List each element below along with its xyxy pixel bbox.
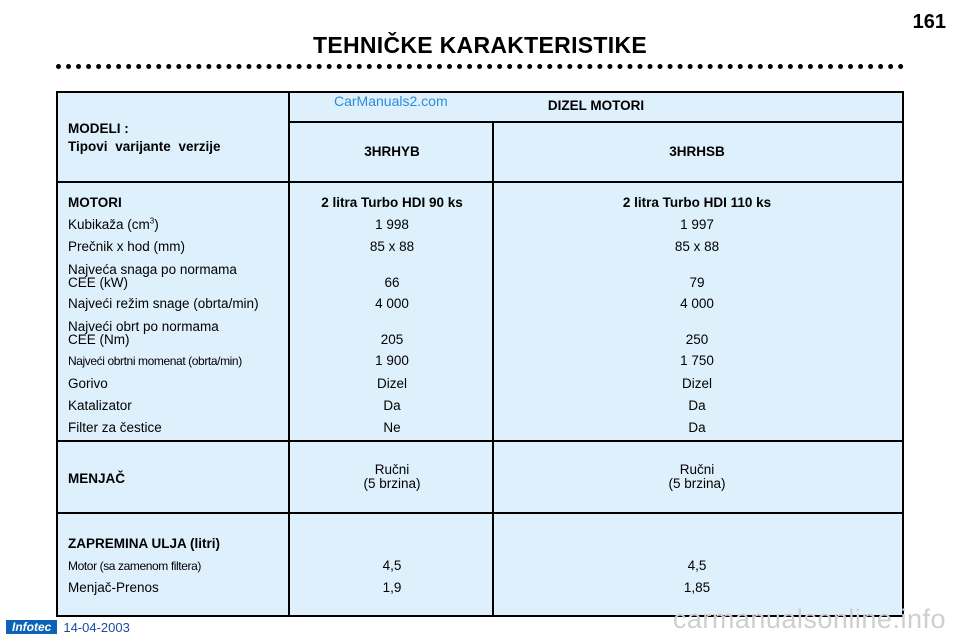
site-watermark: carmanualsonline.info bbox=[672, 604, 946, 634]
spec-row-v1: 85 x 88 bbox=[369, 239, 415, 254]
spec-row-v2: 250 bbox=[685, 332, 709, 347]
spec-row-label: Filter za čestice bbox=[68, 420, 162, 435]
gearbox-v2-line1: Ručni bbox=[679, 462, 715, 477]
col2-header: 3HRHSB bbox=[669, 144, 725, 159]
engine-col2: 2 litra Turbo HDI 110 ks bbox=[622, 195, 772, 210]
spec-row-v1: Da bbox=[383, 398, 401, 413]
gearbox-v1-line2: (5 brzina) bbox=[363, 476, 421, 491]
spec-row-v2: 4 000 bbox=[680, 296, 714, 311]
spec-table bbox=[56, 91, 904, 617]
spec-row-label: Najveća snaga po normama bbox=[68, 262, 237, 277]
grid-line bbox=[58, 181, 902, 183]
spec-row-label-line2: CEE (kW) bbox=[68, 275, 128, 290]
oil-row-label: Menjač-Prenos bbox=[68, 580, 159, 595]
spec-row-label: Katalizator bbox=[68, 398, 132, 413]
spec-row-label: Najveći režim snage (obrta/min) bbox=[68, 296, 259, 311]
page-title: TEHNIČKE KARAKTERISTIKE bbox=[312, 32, 648, 58]
engine-section-label: MOTORI bbox=[68, 195, 122, 210]
grid-line bbox=[58, 512, 902, 514]
footer bbox=[6, 620, 130, 634]
engine-col1: 2 litra Turbo HDI 90 ks bbox=[321, 195, 463, 210]
spec-row-v2: Da bbox=[688, 398, 706, 413]
spec-row-v2: 1 750 bbox=[680, 353, 714, 368]
oil-row-v1: 4,5 bbox=[382, 558, 402, 573]
spec-row-v2: Da bbox=[688, 420, 706, 435]
spec-row-label: Najveći obrt po normama bbox=[68, 319, 219, 334]
spec-row-v1: 1 900 bbox=[375, 353, 409, 368]
spec-row-v2: 85 x 88 bbox=[674, 239, 720, 254]
spec-row-label: Kubikaža $(cm^3)$ bbox=[68, 216, 159, 232]
gearbox-label: MENJAČ bbox=[68, 471, 126, 486]
variants-label: Tipovi varijante verzije bbox=[68, 139, 221, 154]
spec-row-v1: 205 bbox=[380, 332, 404, 347]
spec-row-v1: 66 bbox=[384, 275, 400, 290]
oil-section-label: ZAPREMINA ULJA (litri) bbox=[68, 536, 220, 551]
models-label: MODELI : bbox=[68, 121, 129, 136]
gearbox-v2-line2: (5 brzina) bbox=[668, 476, 726, 491]
gearbox-v1-line1: Ručni bbox=[374, 462, 410, 477]
title-dotted-rule bbox=[56, 64, 904, 69]
infotec-logo: Infotec bbox=[6, 620, 57, 634]
spec-row-v1: 1 998 bbox=[375, 217, 409, 232]
spec-row-v1: 4 000 bbox=[375, 296, 409, 311]
col1-header: 3HRHYB bbox=[364, 144, 420, 159]
oil-row-v1: 1,9 bbox=[382, 580, 402, 595]
spec-row-label: Gorivo bbox=[68, 376, 108, 391]
spec-row-v2: Dizel bbox=[681, 376, 712, 391]
watermark-text: CarManuals2.com bbox=[334, 93, 448, 109]
group-header: DIZEL MOTORI bbox=[547, 98, 645, 113]
spec-row-label: Najveći obrtni momenat (obrta/min) bbox=[68, 354, 242, 368]
spec-row-label-line2: CEE (Nm) bbox=[68, 332, 130, 347]
spec-row-v2: 1 997 bbox=[680, 217, 714, 232]
footer-date: 14-04-2003 bbox=[63, 619, 130, 635]
oil-row-v2: 4,5 bbox=[687, 558, 707, 573]
grid-line bbox=[288, 121, 902, 123]
spec-row-v1: Dizel bbox=[376, 376, 407, 391]
grid-line bbox=[58, 440, 902, 442]
page-number: 161 bbox=[912, 11, 946, 33]
spec-row-label: Prečnik x hod (mm) bbox=[68, 239, 186, 254]
spec-row-v2: 79 bbox=[689, 275, 705, 290]
spec-row-v1: Ne bbox=[383, 420, 401, 435]
oil-row-label: Motor (sa zamenom filtera) bbox=[68, 559, 201, 573]
oil-row-v2: 1,85 bbox=[683, 580, 711, 595]
